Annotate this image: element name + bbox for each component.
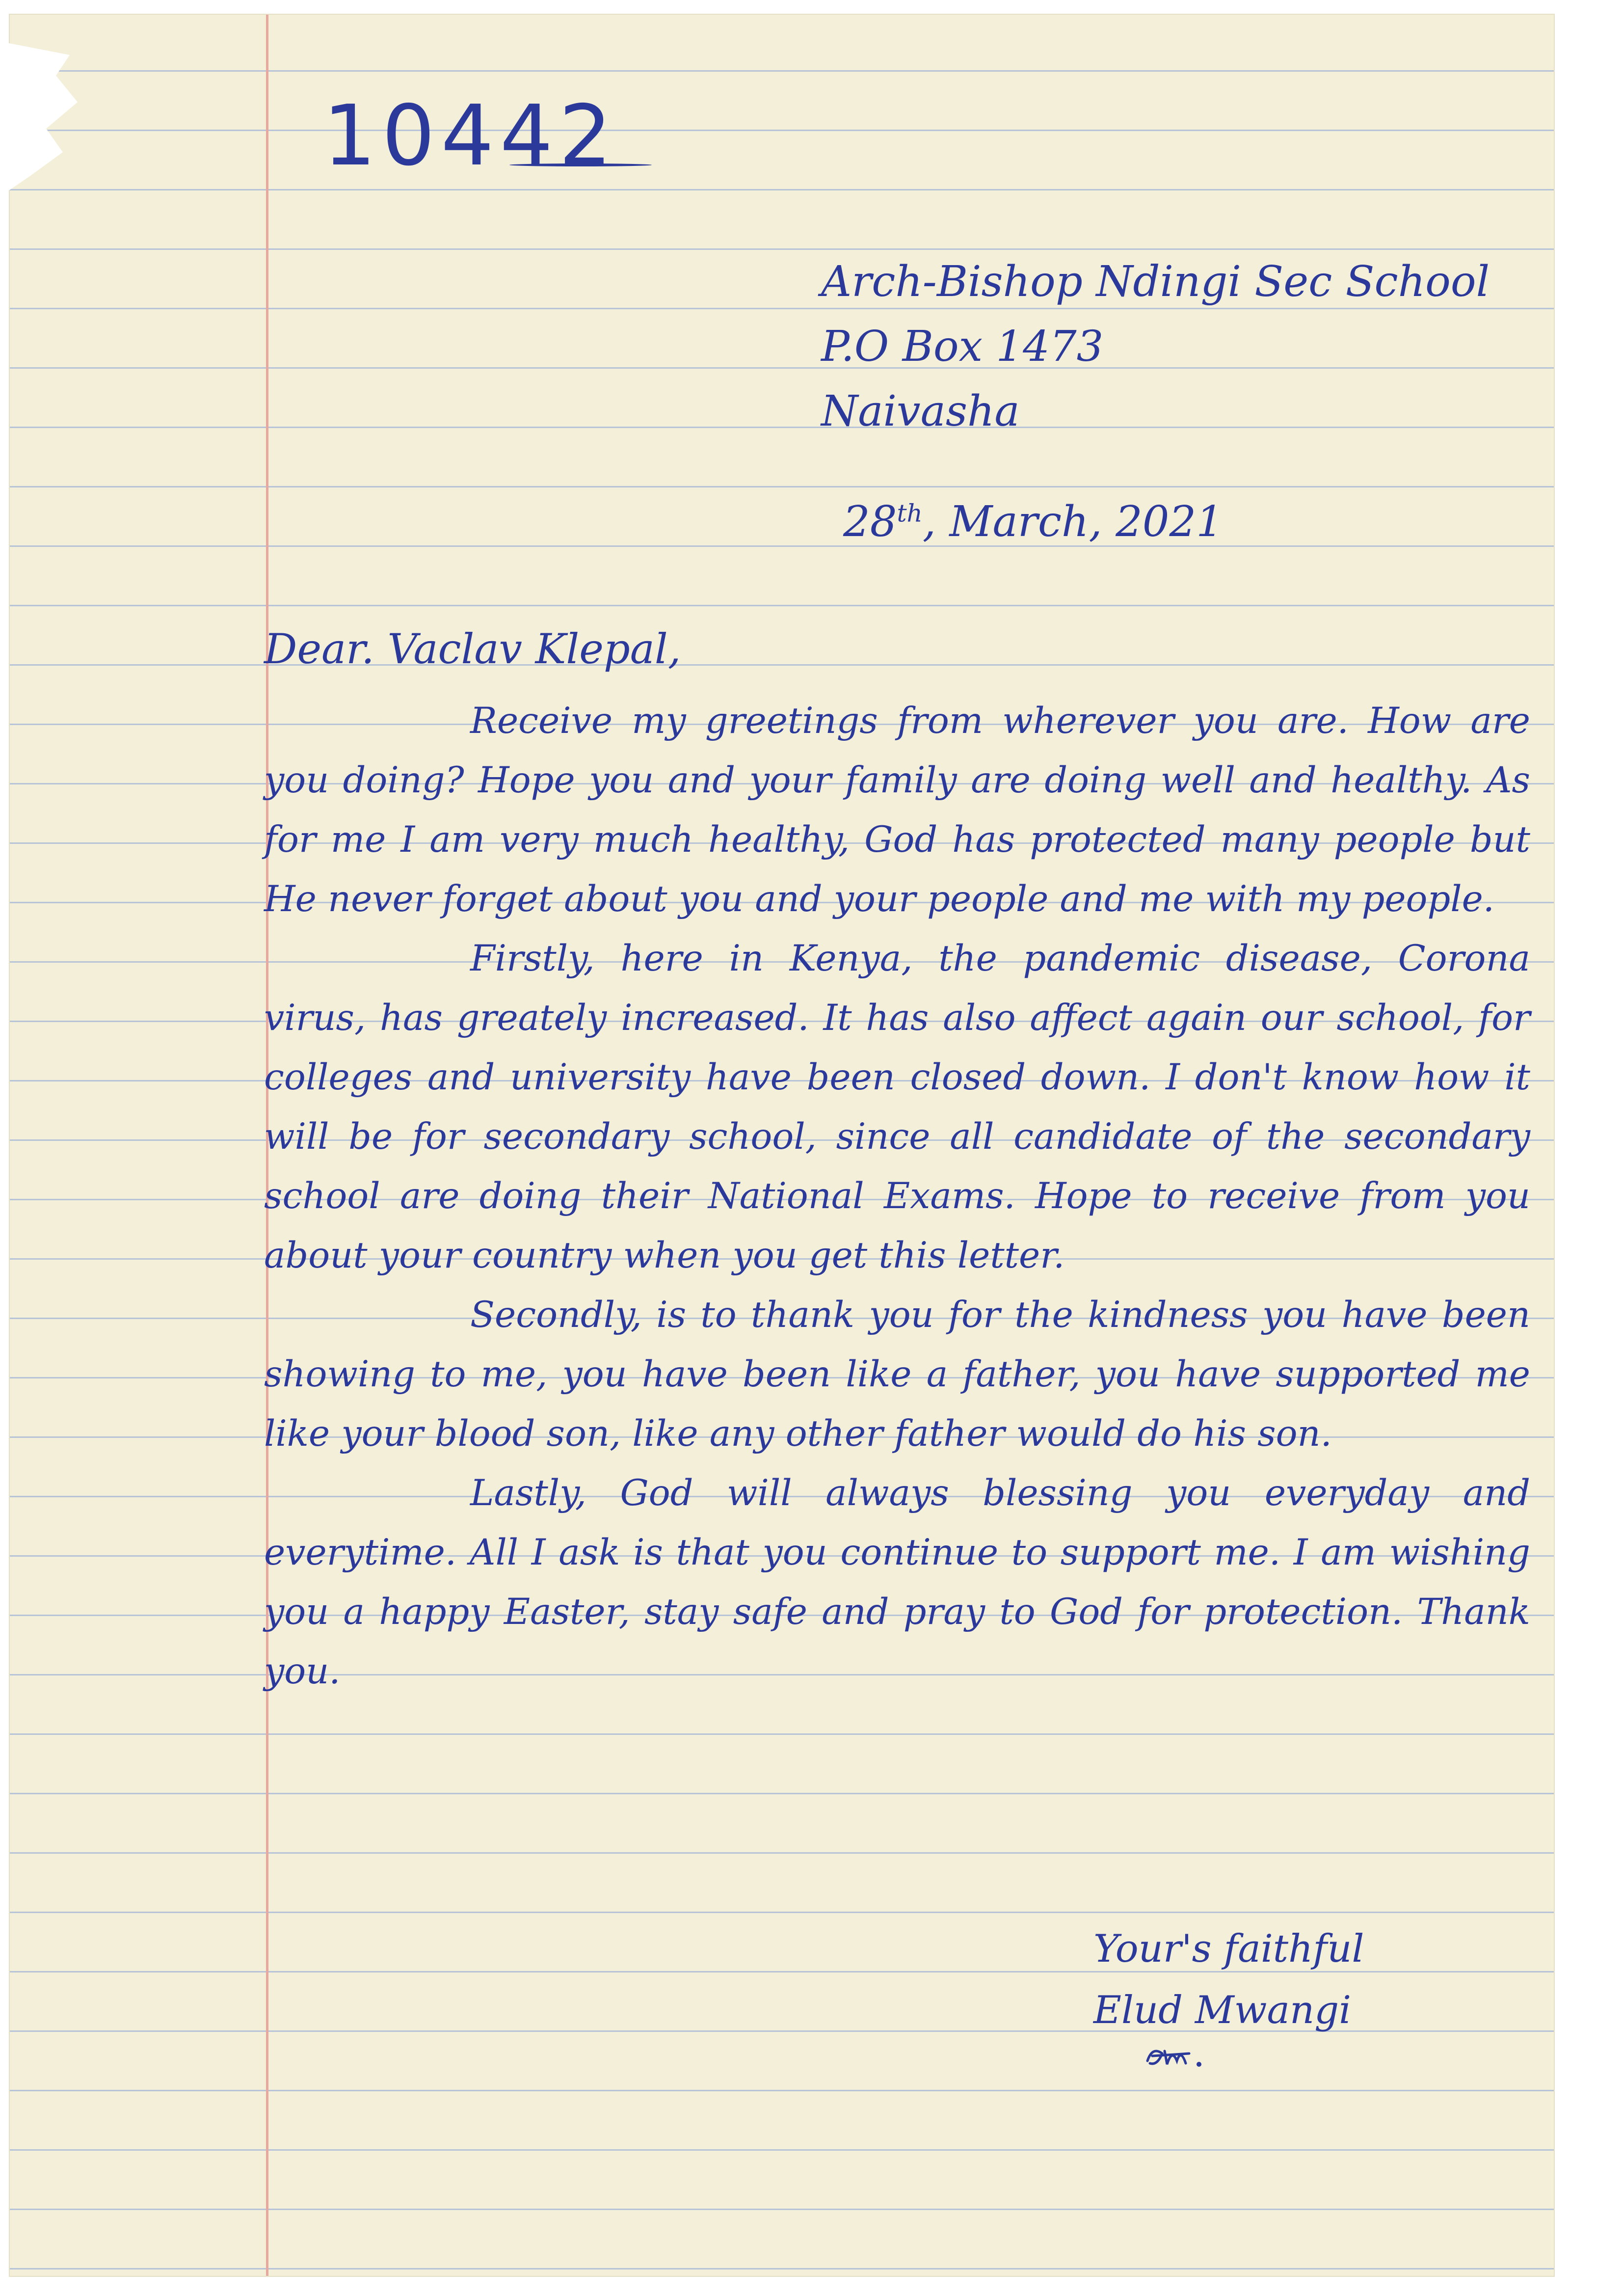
salutation: Dear. Vaclav Klepal, [264,625,681,673]
handwritten-signature [1143,2034,1241,2078]
paragraph-firstly: Firstly, here in Kenya, the pandemic disease, Corona virus, has greately increased. It has also affect again our school, for colleges and university have been closed down. I don't know how it will be for secondary school, since all candidate of the secondary school are doing their National Exams. Hope to receive from you about your country when you get this letter. [264,938,1530,1276]
date-day-suffix: th [897,499,923,528]
date-rest: , March, 2021 [922,497,1223,546]
torn-corner [9,43,107,190]
letter-body [264,691,1530,1701]
paragraph-greeting: Receive my greetings from wherever you are. How are you doing? Hope you and your family are doing well and healthy. As for me I am very much healthy, God has protected many people but He never forget about you and your people and me with my people. [264,700,1530,920]
closing-block [1093,1918,1364,2041]
notebook-paper [9,14,1555,2277]
sender-address [821,249,1490,444]
reference-underline [509,163,652,166]
paragraph-secondly: Secondly, is to thank you for the kindness you have been showing to me, you have been like a father, you have supported me like your blood son, like any other father would do his son. [264,1294,1530,1455]
letter-date [843,497,1223,546]
address-line-school: Arch-Bishop Ndingi Sec School [821,257,1490,306]
address-line-town: Naivasha [821,387,1020,436]
paragraph-lastly: Lastly, God will always blessing you everyday and everytime. All I ask is that you continue to support me. I am wishing you a happy Easter, stay safe and pray to God for protection. Thank you. [264,1472,1530,1692]
date-day: 28 [843,497,897,546]
signer-name: Elud Mwangi [1093,1988,1352,2032]
closing-phrase: Your's faithful [1093,1927,1364,1971]
reference-number: 10442 [323,87,618,185]
address-line-box: P.O Box 1473 [821,322,1104,371]
